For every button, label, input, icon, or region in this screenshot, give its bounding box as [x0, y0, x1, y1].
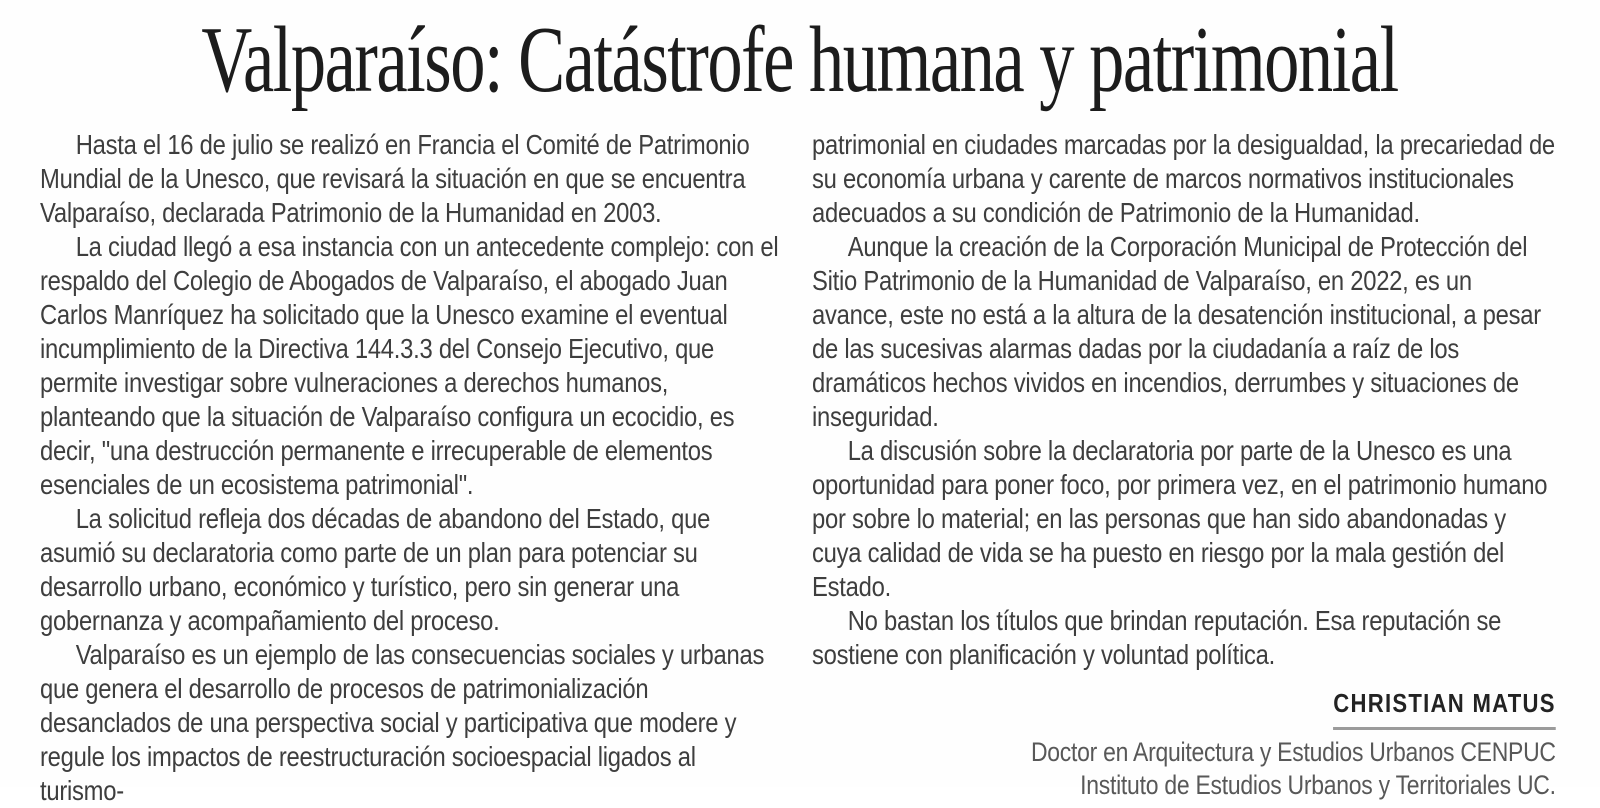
left-column [40, 128, 784, 808]
article-title: Valparaíso: Catástrofe humana y patrimonial [201, 8, 1399, 112]
paragraph-2: La ciudad llegó a esa instancia con un antecedente complejo: con el respaldo del Colegio de Abogados de Valparaíso, el abogado Juan Carlos Manríquez ha solicitado que la Unesco examine el eventual incumplimiento de la Directiva 144.3.3 del Consejo Ejecutivo, que permite investigar sobre vulneraciones a derechos humanos, planteando que la situación de Valparaíso configura un ecocidio, es decir, "una destrucción permanente e irrecuperable de elementos esenciales de un ecosistema patrimonial". [40, 231, 779, 500]
paragraph-7: No bastan los títulos que brindan reputación. Esa reputación se sostiene con planificación y voluntad política. [812, 605, 1502, 670]
headline-row [0, 6, 1600, 114]
paragraph-5: Aunque la creación de la Corporación Municipal de Protección del Sitio Patrimonio de la Humanidad de Valparaíso, en 2022, es un avance, este no está a la altura de la desatención institucional, a pesar de las sucesivas alarmas dadas por la ciudadanía a raíz de los dramáticos hechos vividos en incendios, derrumbes y situaciones de inseguridad. [812, 231, 1541, 432]
byline-author-name: CHRISTIAN MATUS [1333, 686, 1556, 730]
paragraph-4: Valparaíso es un ejemplo de las consecuencias sociales y urbanas que genera el desarrollo de procesos de patrimonialización desanclados de una perspectiva social y participativa que modere y regule los impactos de reestructuración socioespacial ligados al turismo- [40, 639, 765, 806]
byline-credential-1: Doctor en Arquitectura y Estudios Urbanos CENPUC [1030, 737, 1556, 767]
paragraph-3: La solicitud refleja dos décadas de abandono del Estado, que asumió su declaratoria como parte de un plan para potenciar su desarrollo urbano, económico y turístico, pero sin generar una gobernanza y acompañamiento del proceso. [40, 503, 711, 636]
right-column [812, 128, 1556, 802]
paragraph-6: La discusión sobre la declaratoria por parte de la Unesco es una oportunidad para poner foco, por primera vez, en el patrimonio humano por sobre lo material; en las personas que han sido abandonadas y cuya calidad de vida se ha puesto en riesgo por la mala gestión del Estado. [812, 435, 1548, 602]
byline-block [812, 686, 1556, 802]
byline-credential-2: Instituto de Estudios Urbanos y Territoriales UC. [1080, 770, 1556, 800]
paragraph-4-continued: patrimonial en ciudades marcadas por la desigualdad, la precariedad de su economía urbana y carente de marcos normativos institucionales adecuados a su condición de Patrimonio de la Humanidad. [812, 129, 1555, 228]
paragraph-1: Hasta el 16 de julio se realizó en Francia el Comité de Patrimonio Mundial de la Unesco, que revisará la situación en que se encuentra Valparaíso, declarada Patrimonio de la Humanidad en 2003. [40, 129, 750, 228]
